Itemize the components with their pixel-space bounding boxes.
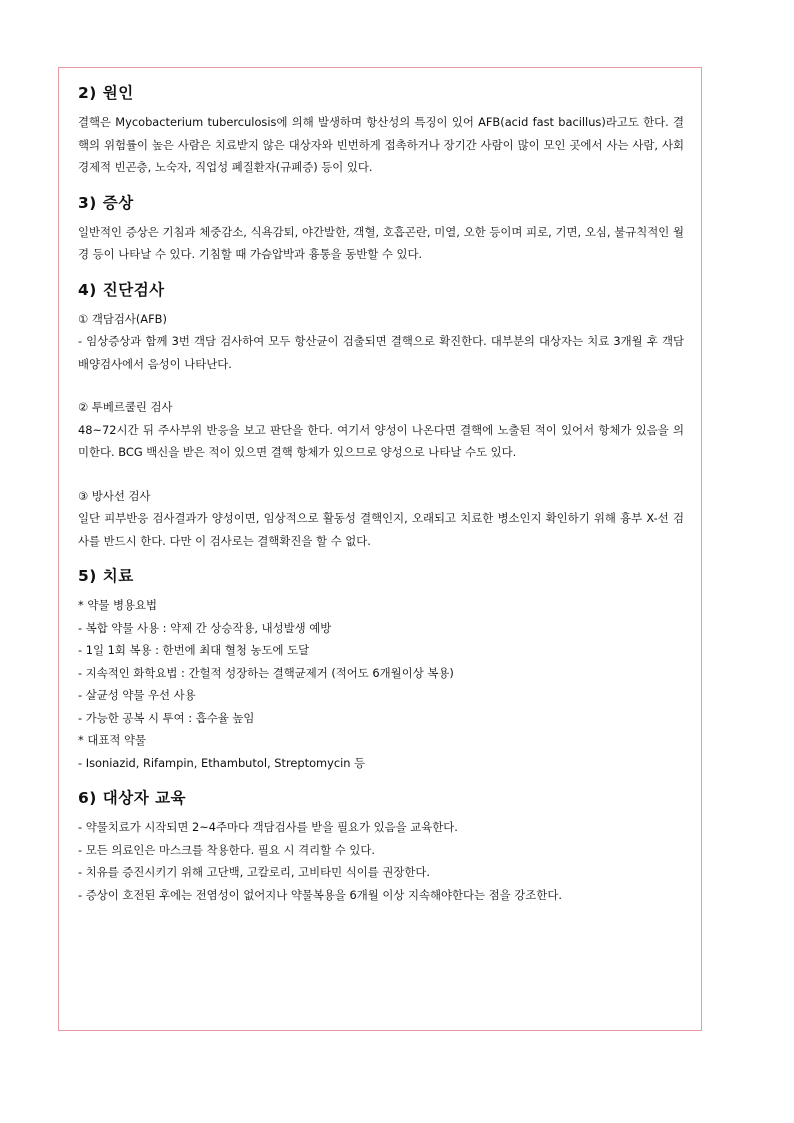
heading-treatment: 5) 치료 [78,567,134,585]
list-item: * 약물 병용요법 [78,598,157,612]
diagnosis-item-radiology [78,485,684,553]
section-symptoms [78,192,684,266]
diagnosis-item-body: - 임상증상과 함께 3번 객담 검사하여 모두 항산균이 검출되면 결핵으로 확진한다. 대부분의 대상자는 치료 3개월 후 객담배양검사에서 음성이 나타난다. [78,334,684,371]
list-item: - 1일 1회 복용 : 한번에 최대 혈청 농도에 도달 [78,643,310,657]
diagnosis-item-title: ② 투베르쿨린 검사 [78,400,173,414]
heading-cause: 2) 원인 [78,84,134,102]
list-item: - 치유를 증진시키기 위해 고단백, 고칼로리, 고비타민 식이를 권장한다. [78,865,431,879]
diagnosis-item-title: ① 객담검사(AFB) [78,311,167,326]
heading-symptoms: 3) 증상 [78,193,134,212]
section-treatment [78,565,684,774]
list-item: * 대표적 약물 [78,733,146,747]
list-item: - 약물치료가 시작되면 2~4주마다 객담검사를 받을 필요가 있음을 교육한다. [78,820,458,834]
section-education [78,787,684,906]
heading-education: 6) 대상자 교육 [78,789,187,807]
diagnosis-item-body: 일단 피부반응 검사결과가 양성이면, 임상적으로 활동성 결핵인지, 오래되고 치료한 병소인지 확인하기 위해 흉부 X-선 검사를 반드시 한다. 다만 이 검사로는 결핵확진을 할 수 없다. [78,511,684,548]
section-diagnosis [78,279,684,553]
list-item: - 복합 약물 사용 : 약제 간 상승작용, 내성발생 예방 [78,620,332,635]
diagnosis-item-sputum [78,308,684,376]
diagnosis-item-body: 48~72시간 뒤 주사부위 반응을 보고 판단을 한다. 여기서 양성이 나온다면 결핵에 노출된 적이 있어서 항체가 있음을 의미한다. BCG 백신을 받은 적이 있으면 결핵 항체가 있으므로 양성으로 나타날 수도 있다. [78,422,684,459]
section-cause [78,82,684,179]
list-item: - 모든 의료인은 마스크를 착용한다. 필요 시 격리할 수 있다. [78,842,376,857]
paragraph-cause: 결핵은 Mycobacterium tuberculosis에 의해 발생하며 항산성의 특징이 있어 AFB(acid fast bacillus)라고도 한다. 결핵의 위험률이 높은 사람은 치료받지 않은 대상자와 빈번하게 접촉하거나 장기간 사람이 많이 모인 곳에서 사는 사람, 사회경제적 빈곤층, 노숙자, 직업성 폐질환자(규폐증) 등이 있다. [78,115,684,174]
list-item: - 가능한 공복 시 투여 : 흡수율 높임 [78,710,255,725]
paragraph-symptoms: 일반적인 증상은 기침과 체중감소, 식욕감퇴, 야간발한, 객혈, 호흡곤란, 미열, 오한 등이며 피로, 기면, 오심, 불규칙적인 월경 등이 나타날 수 있다. 기침할 때 가슴압박과 흉통을 동반할 수 있다. [78,224,684,261]
list-item: - 증상이 호전된 후에는 전염성이 없어지나 약물복용을 6개월 이상 지속해야한다는 점을 강조한다. [78,887,562,902]
diagnosis-item-tuberculin [78,396,684,464]
list-item: - Isoniazid, Rifampin, Ethambutol, Streptomycin 등 [78,755,366,770]
diagnosis-item-title: ③ 방사선 검사 [78,488,151,503]
document-content [78,82,684,919]
heading-diagnosis: 4) 진단검사 [78,280,165,299]
list-item: - 지속적인 화학요법 : 간헐적 성장하는 결핵균제거 (적어도 6개월이상 복용) [78,665,454,680]
list-item: - 살균성 약물 우선 사용 [78,688,196,702]
